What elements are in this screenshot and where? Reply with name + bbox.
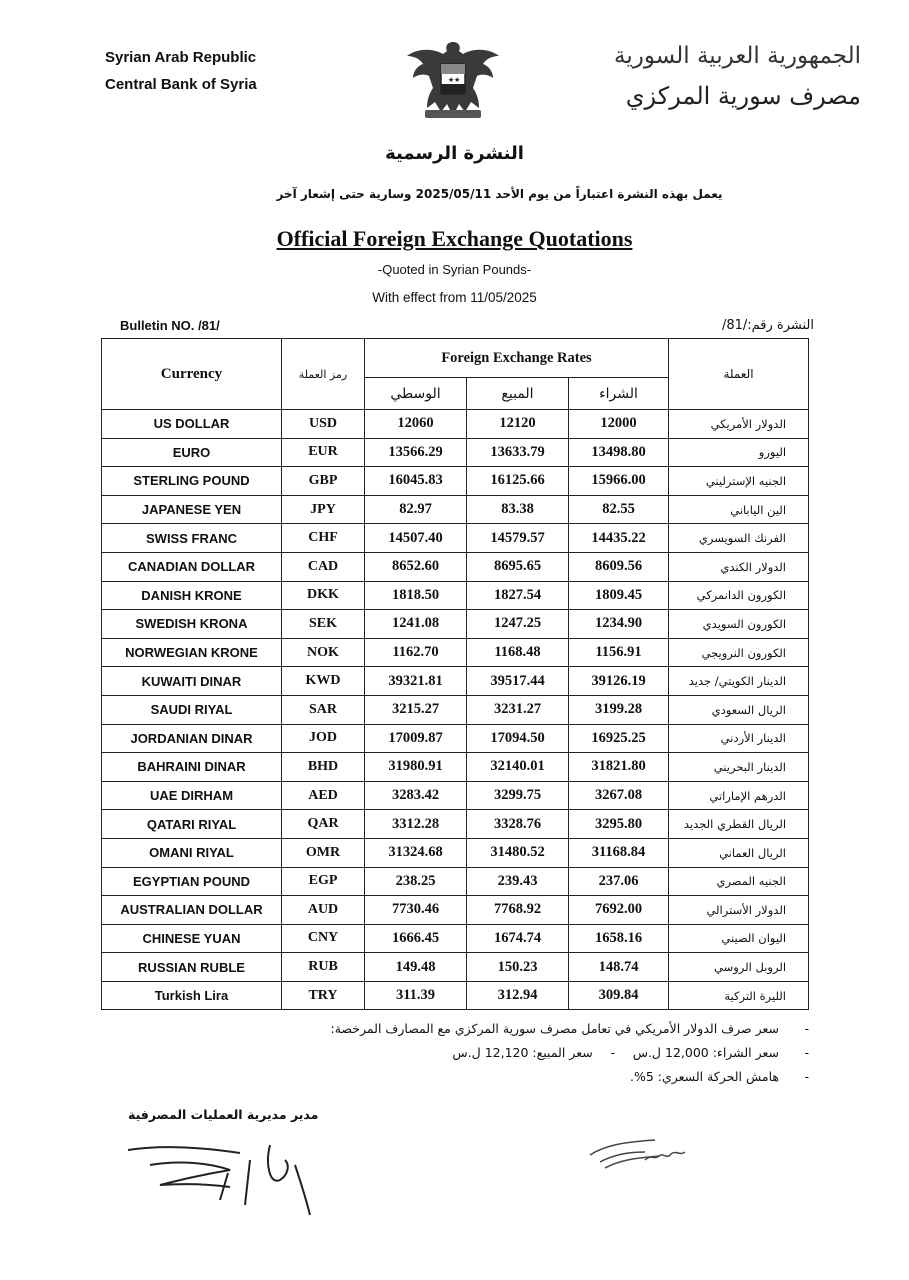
sell-rate: 16125.66	[467, 467, 569, 496]
buy-rate: 3295.80	[569, 810, 669, 839]
middle-rate: 31980.91	[365, 753, 467, 782]
currency-name: Turkish Lira	[102, 981, 282, 1010]
currency-code: RUB	[282, 953, 365, 982]
note-sell-rate: سعر المبيع: 12,120 ل.س	[452, 1045, 593, 1060]
currency-name: EGYPTIAN POUND	[102, 867, 282, 896]
header-buy: الشراء	[569, 378, 669, 410]
currency-name-ar: الليرة التركية	[669, 981, 809, 1010]
subtitle-arabic: يعمل بهذه النشرة اعتباراً من يوم الأحد 2025/05/11 وسارية حتى إشعار آخر	[276, 187, 723, 201]
middle-rate: 31324.68	[365, 838, 467, 867]
currency-name-ar: الروبل الروسي	[669, 953, 809, 982]
header-code: رمز العملة	[282, 339, 365, 410]
buy-rate: 31168.84	[569, 838, 669, 867]
table-row	[102, 724, 809, 753]
currency-code: USD	[282, 410, 365, 439]
currency-code: OMR	[282, 838, 365, 867]
table-row	[102, 638, 809, 667]
sell-rate: 8695.65	[467, 552, 569, 581]
table-row	[102, 467, 809, 496]
effective-date: With effect from 11/05/2025	[372, 290, 537, 305]
middle-rate: 311.39	[365, 981, 467, 1010]
currency-code: QAR	[282, 810, 365, 839]
currency-name-ar: الريال القطري الجديد	[669, 810, 809, 839]
currency-name: NORWEGIAN KRONE	[102, 638, 282, 667]
currency-code: BHD	[282, 753, 365, 782]
note-line-3: -هامش الحركة السعري: 5%.	[629, 1069, 809, 1084]
header-country: Syrian Arab Republic	[105, 49, 257, 66]
table-row	[102, 552, 809, 581]
header-middle: الوسطي	[365, 378, 467, 410]
middle-rate: 3312.28	[365, 810, 467, 839]
header-currency-ar: العملة	[669, 339, 809, 410]
signature-1-icon	[120, 1125, 320, 1225]
currency-name-ar: الكورون الدانمركي	[669, 581, 809, 610]
currency-name: BAHRAINI DINAR	[102, 753, 282, 782]
sell-rate: 1168.48	[467, 638, 569, 667]
sell-rate: 3299.75	[467, 781, 569, 810]
sell-rate: 39517.44	[467, 667, 569, 696]
sell-rate: 3231.27	[467, 695, 569, 724]
currency-name: UAE DIRHAM	[102, 781, 282, 810]
note-buy-rate: سعر الشراء: 12,000 ل.س	[632, 1045, 779, 1060]
sell-rate: 12120	[467, 410, 569, 439]
buy-rate: 148.74	[569, 953, 669, 982]
currency-name: AUSTRALIAN DOLLAR	[102, 896, 282, 925]
middle-rate: 82.97	[365, 495, 467, 524]
title-arabic: النشرة الرسمية	[385, 143, 524, 164]
sell-rate: 1827.54	[467, 581, 569, 610]
currency-name: QATARI RIYAL	[102, 810, 282, 839]
buy-rate: 1658.16	[569, 924, 669, 953]
currency-name: STERLING POUND	[102, 467, 282, 496]
table-row	[102, 867, 809, 896]
currency-code: KWD	[282, 667, 365, 696]
buy-rate: 3267.08	[569, 781, 669, 810]
currency-name: US DOLLAR	[102, 410, 282, 439]
sell-rate: 17094.50	[467, 724, 569, 753]
currency-name-ar: الدولار الأمريكي	[669, 410, 809, 439]
svg-text:★: ★	[454, 77, 461, 84]
buy-rate: 39126.19	[569, 667, 669, 696]
signature-2-icon	[585, 1130, 695, 1180]
currency-name-ar: الجنيه الإسترليني	[669, 467, 809, 496]
bulletin-number: Bulletin NO. /81/	[120, 318, 220, 333]
header-bank-ar: مصرف سورية المركزي	[625, 82, 861, 110]
middle-rate: 1818.50	[365, 581, 467, 610]
middle-rate: 1241.08	[365, 610, 467, 639]
table-row	[102, 924, 809, 953]
eagle-emblem-icon	[403, 38, 503, 120]
note-line-2: -سعر الشراء: 12,000 ل.س-سعر المبيع: 12,120 ل.س	[452, 1045, 809, 1060]
middle-rate: 8652.60	[365, 552, 467, 581]
currency-name-ar: الين الياباني	[669, 495, 809, 524]
buy-rate: 3199.28	[569, 695, 669, 724]
table-row	[102, 610, 809, 639]
buy-rate: 8609.56	[569, 552, 669, 581]
middle-rate: 13566.29	[365, 438, 467, 467]
currency-name-ar: اليوان الصيني	[669, 924, 809, 953]
table-row	[102, 896, 809, 925]
middle-rate: 16045.83	[365, 467, 467, 496]
buy-rate: 14435.22	[569, 524, 669, 553]
table-row	[102, 667, 809, 696]
header-arabic	[614, 36, 861, 116]
currency-name-ar: الريال السعودي	[669, 695, 809, 724]
title-english: Official Foreign Exchange Quotations	[276, 226, 633, 251]
currency-code: CHF	[282, 524, 365, 553]
sell-rate: 13633.79	[467, 438, 569, 467]
currency-name-ar: الدينار الكويتي/ جديد	[669, 667, 809, 696]
header-currency: Currency	[102, 339, 282, 410]
buy-rate: 7692.00	[569, 896, 669, 925]
currency-name: CHINESE YUAN	[102, 924, 282, 953]
currency-name-ar: الكورون النرويجي	[669, 638, 809, 667]
sell-rate: 239.43	[467, 867, 569, 896]
middle-rate: 39321.81	[365, 667, 467, 696]
currency-code: NOK	[282, 638, 365, 667]
currency-code: SEK	[282, 610, 365, 639]
buy-rate: 237.06	[569, 867, 669, 896]
sell-rate: 31480.52	[467, 838, 569, 867]
currency-name-ar: الدولار الكندي	[669, 552, 809, 581]
currency-code: JPY	[282, 495, 365, 524]
sell-rate: 1247.25	[467, 610, 569, 639]
header-english	[105, 44, 257, 98]
buy-rate: 1234.90	[569, 610, 669, 639]
header-rates: Foreign Exchange Rates	[365, 339, 669, 378]
currency-name: KUWAITI DINAR	[102, 667, 282, 696]
note-line-1: -سعر صرف الدولار الأمريكي في تعامل مصرف سورية المركزي مع المصارف المرخصة:	[330, 1021, 809, 1036]
middle-rate: 12060	[365, 410, 467, 439]
middle-rate: 7730.46	[365, 896, 467, 925]
currency-name-ar: الريال العماني	[669, 838, 809, 867]
currency-name-ar: الكورون السويدي	[669, 610, 809, 639]
header-country-ar: الجمهورية العربية السورية	[614, 43, 861, 69]
notes-block	[169, 1017, 809, 1089]
currency-code: JOD	[282, 724, 365, 753]
sell-rate: 32140.01	[467, 753, 569, 782]
currency-code: AED	[282, 781, 365, 810]
currency-name: DANISH KRONE	[102, 581, 282, 610]
table-row	[102, 524, 809, 553]
middle-rate: 1666.45	[365, 924, 467, 953]
currency-name-ar: الدينار الأردني	[669, 724, 809, 753]
currency-name-ar: الفرنك السويسري	[669, 524, 809, 553]
currency-name: JAPANESE YEN	[102, 495, 282, 524]
currency-code: EGP	[282, 867, 365, 896]
sell-rate: 312.94	[467, 981, 569, 1010]
table-row	[102, 438, 809, 467]
buy-rate: 82.55	[569, 495, 669, 524]
currency-code: EUR	[282, 438, 365, 467]
currency-code: TRY	[282, 981, 365, 1010]
table-row	[102, 781, 809, 810]
svg-text:★: ★	[448, 77, 455, 84]
currency-name-ar: اليورو	[669, 438, 809, 467]
buy-rate: 16925.25	[569, 724, 669, 753]
currency-code: AUD	[282, 896, 365, 925]
middle-rate: 3215.27	[365, 695, 467, 724]
quoted-note: -Quoted in Syrian Pounds-	[377, 262, 532, 277]
buy-rate: 1156.91	[569, 638, 669, 667]
signature-title: مدير مديرية العمليات المصرفية	[128, 1107, 319, 1122]
currency-code: DKK	[282, 581, 365, 610]
buy-rate: 31821.80	[569, 753, 669, 782]
currency-name: SWEDISH KRONA	[102, 610, 282, 639]
currency-code: GBP	[282, 467, 365, 496]
table-row	[102, 695, 809, 724]
currency-name: RUSSIAN RUBLE	[102, 953, 282, 982]
bulletin-number-ar: النشرة رقم:/81/	[721, 318, 814, 333]
buy-rate: 13498.80	[569, 438, 669, 467]
sell-rate: 83.38	[467, 495, 569, 524]
currency-name: JORDANIAN DINAR	[102, 724, 282, 753]
currency-name: SWISS FRANC	[102, 524, 282, 553]
currency-name: OMANI RIYAL	[102, 838, 282, 867]
header-bank: Central Bank of Syria	[105, 76, 257, 93]
sell-rate: 1674.74	[467, 924, 569, 953]
table-row	[102, 981, 809, 1010]
buy-rate: 1809.45	[569, 581, 669, 610]
middle-rate: 3283.42	[365, 781, 467, 810]
currency-name-ar: الدينار البحريني	[669, 753, 809, 782]
currency-name: SAUDI RIYAL	[102, 695, 282, 724]
currency-name: EURO	[102, 438, 282, 467]
currency-name-ar: الدولار الأسترالي	[669, 896, 809, 925]
middle-rate: 238.25	[365, 867, 467, 896]
currency-name-ar: الجنيه المصري	[669, 867, 809, 896]
middle-rate: 1162.70	[365, 638, 467, 667]
currency-code: CNY	[282, 924, 365, 953]
sell-rate: 3328.76	[467, 810, 569, 839]
table-row	[102, 410, 809, 439]
rates-table	[101, 338, 809, 1010]
buy-rate: 12000	[569, 410, 669, 439]
table-row	[102, 838, 809, 867]
currency-code: CAD	[282, 552, 365, 581]
buy-rate: 15966.00	[569, 467, 669, 496]
sell-rate: 14579.57	[467, 524, 569, 553]
header-sell: المبيع	[467, 378, 569, 410]
table-row	[102, 953, 809, 982]
middle-rate: 14507.40	[365, 524, 467, 553]
middle-rate: 17009.87	[365, 724, 467, 753]
table-row	[102, 753, 809, 782]
currency-code: SAR	[282, 695, 365, 724]
currency-name: CANADIAN DOLLAR	[102, 552, 282, 581]
buy-rate: 309.84	[569, 981, 669, 1010]
table-row	[102, 581, 809, 610]
currency-name-ar: الدرهم الإماراتي	[669, 781, 809, 810]
middle-rate: 149.48	[365, 953, 467, 982]
table-row	[102, 810, 809, 839]
sell-rate: 7768.92	[467, 896, 569, 925]
sell-rate: 150.23	[467, 953, 569, 982]
table-row	[102, 495, 809, 524]
